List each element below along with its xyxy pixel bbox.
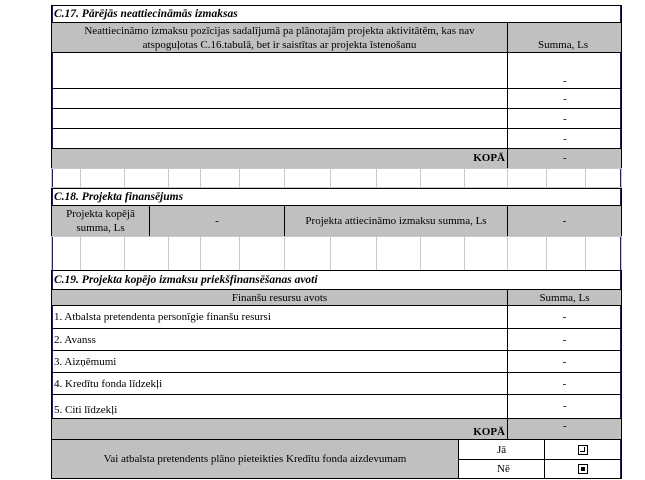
c17-header-description (51, 22, 508, 53)
c17-row-1-desc[interactable] (51, 52, 508, 89)
c18-eligible-label-cell (284, 205, 508, 237)
c18-total-label-cell (51, 205, 150, 237)
c19-row-5-label-cell (51, 394, 508, 419)
c17-row-4-desc[interactable] (51, 128, 508, 149)
c19-row-1-label-cell (51, 305, 508, 329)
c19-row-4-value: - (562, 377, 567, 390)
c17-row-4-value: - (563, 133, 567, 145)
c19-row-4-label-cell (51, 372, 508, 395)
c17-row-1-sum[interactable] (507, 52, 622, 89)
c17-title: C.17. Pārējās neattiecināmās izmaksas (51, 5, 622, 23)
c18-total-label-line2: summa, Ls (76, 222, 125, 234)
spacer-grid-2 (51, 236, 622, 271)
c19-row-4-label: 4. Kredītu fonda līdzekļi (54, 377, 163, 390)
c17-row-3-sum[interactable] (507, 108, 622, 129)
c19-no-label: Nē (497, 463, 510, 475)
c18-total-value: - (215, 215, 219, 227)
c17-row-2-desc[interactable] (51, 88, 508, 109)
c17-row-2-sum[interactable] (507, 88, 622, 109)
c18-total-label-line1: Projekta kopējā (66, 208, 135, 220)
c17-header-sum-label: Summa, Ls (538, 39, 589, 51)
c19-no-checkbox-cell[interactable] (544, 459, 622, 479)
c19-no-label-cell (458, 459, 545, 479)
c19-row-5-value-cell[interactable] (507, 394, 622, 419)
c17-row-4-sum[interactable] (507, 128, 622, 149)
yes-checkbox-icon[interactable] (578, 445, 588, 455)
c19-row-1-value: - (562, 311, 567, 323)
no-checkbox-icon[interactable] (578, 464, 588, 474)
c19-yes-label: Jā (497, 444, 507, 456)
c19-row-2-label-cell (51, 328, 508, 351)
c17-header-line1: Neattiecināmo izmaksu pozīcijas sadalījumā pa plānotajām projekta aktivitātēm, kas nav (84, 24, 475, 37)
c19-header-sum (507, 289, 622, 306)
c17-total-value: - (563, 152, 567, 164)
c19-total-value-cell (507, 418, 622, 440)
c17-row-3-desc[interactable] (51, 108, 508, 129)
c19-header-source-label: Finanšu resursu avots (231, 291, 328, 304)
c19-row-3-value: - (562, 355, 567, 368)
c19-row-2-label: 2. Avanss (54, 333, 96, 346)
c17-total-label: KOPĀ (473, 152, 505, 164)
c19-row-5-value: - (563, 400, 567, 412)
c17-header-sum (507, 22, 622, 53)
c19-row-2-value-cell[interactable] (507, 328, 622, 351)
c19-yes-checkbox-cell[interactable] (544, 439, 622, 460)
c19-title: C.19. Projekta kopējo izmaksu priekšfinansēšanas avoti (51, 270, 622, 290)
c18-title: C.18. Projekta finansējums (51, 188, 622, 206)
c19-row-5-label: 5. Citi līdzekļi (54, 404, 118, 416)
c19-row-3-value-cell[interactable] (507, 350, 622, 373)
c19-total-label: KOPĀ (473, 426, 505, 438)
c19-header-source (51, 289, 508, 306)
c19-row-3-label-cell (51, 350, 508, 373)
c18-eligible-label: Projekta attiecināmo izmaksu summa, Ls (305, 215, 487, 227)
c19-question-cell (51, 439, 459, 479)
c17-total-label-cell (51, 148, 508, 169)
c17-row-3-value: - (563, 113, 567, 125)
c17-total-value-cell (507, 148, 622, 169)
spacer-grid-1 (51, 168, 622, 188)
c19-row-1-label: 1. Atbalsta pretendenta personīgie finanšu resursi (54, 311, 271, 323)
c19-total-label-cell (51, 418, 508, 440)
c18-total-value-cell (149, 205, 285, 237)
c19-row-1-value-cell[interactable] (507, 305, 622, 329)
c19-header-sum-label: Summa, Ls (539, 291, 590, 304)
c19-total-value: - (563, 420, 567, 432)
c19-yes-label-cell (458, 439, 545, 460)
c18-eligible-value: - (562, 215, 567, 227)
c19-question: Vai atbalsta pretendents plāno pieteikties Kredītu fonda aizdevumam (103, 453, 407, 465)
c17-header-line2: atspoguļotas C.16.tabulā, bet ir saistītas ar projekta īstenošanu (142, 38, 417, 51)
c17-row-2-value: - (563, 93, 567, 105)
c17-row-1-value: - (563, 75, 567, 87)
c19-row-3-label: 3. Aizņēmumi (54, 355, 117, 368)
c19-row-2-value: - (562, 333, 567, 346)
c19-row-4-value-cell[interactable] (507, 372, 622, 395)
c18-eligible-value-cell (507, 205, 622, 237)
